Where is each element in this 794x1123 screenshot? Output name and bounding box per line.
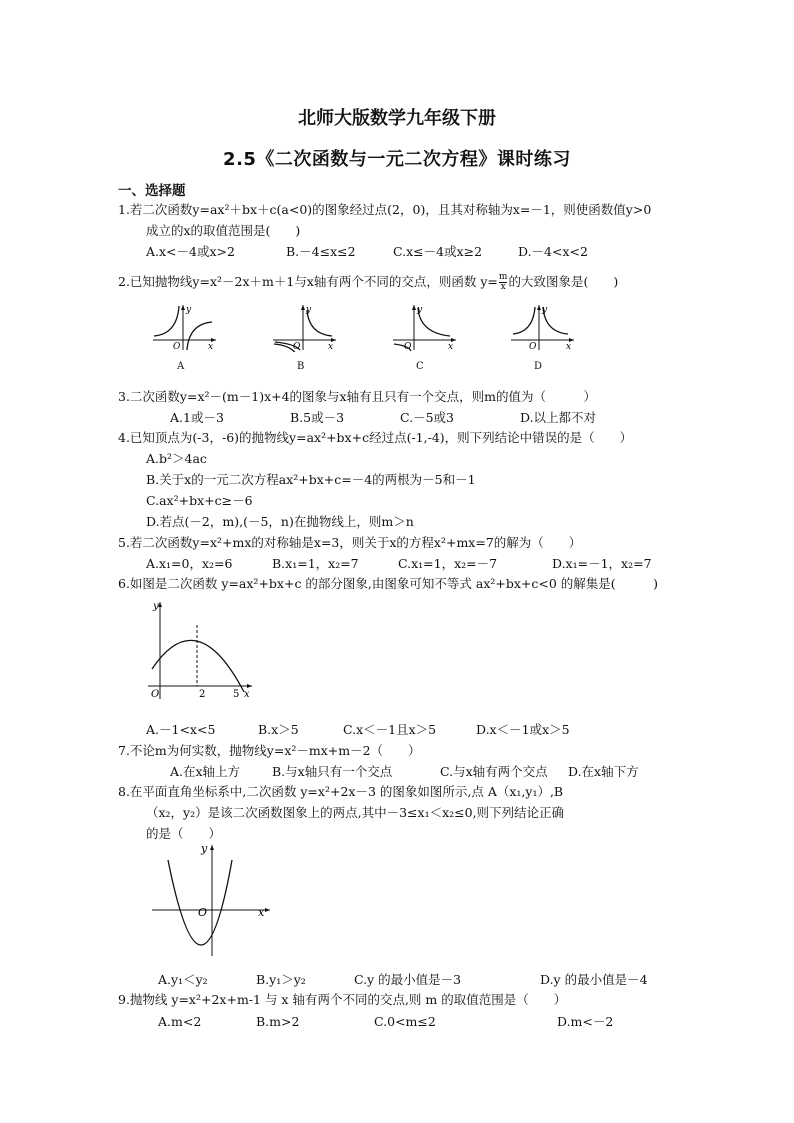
- q9-option-c: C.0<m≤2: [374, 1014, 436, 1029]
- q9-option-b: B.m>2: [256, 1014, 300, 1029]
- q7-option-b: B.与x轴只有一个交点: [272, 764, 393, 779]
- q8-x-label: x: [258, 906, 265, 919]
- q7-stem: 7.不论m为何实数，抛物线y=x²－mx+m－2（ ）: [118, 743, 421, 758]
- q3-option-b: B.5或－3: [290, 410, 345, 425]
- q2b-x-label: x: [328, 342, 334, 352]
- page-subtitle: 2.5《二次函数与一元二次方程》课时练习: [223, 149, 571, 170]
- q6-y-label: y: [153, 601, 159, 612]
- q2-stem: [118, 273, 618, 292]
- q1-stem-cont: 成立的x的取值范围是( ): [146, 223, 301, 238]
- q2b-y-label: y: [306, 305, 312, 315]
- q4-stem: 4.已知顶点为(-3，-6)的抛物线y=ax²+bx+c经过点(-1,-4)，则下列结论中错误的是（ ）: [118, 430, 633, 445]
- section-heading: 一、选择题: [118, 183, 186, 199]
- q2-frac-num: m: [498, 272, 508, 282]
- q8-stem: 8.在平面直角坐标系中,二次函数 y=x²+2x－3 的图象如图所示,点 A（x₁,y₁）,B: [118, 784, 564, 799]
- q8-graph: [148, 840, 274, 960]
- q9-stem: 9.抛物线 y=x²+2x+m-1 与 x 轴有两个不同的交点,则 m 的取值范围是（ ）: [118, 992, 567, 1007]
- q7-option-d: D.在x轴下方: [568, 764, 639, 779]
- q6-x-label: x: [244, 689, 250, 700]
- q5-option-a: A.x₁=0，x₂=6: [146, 556, 233, 571]
- q2c-x-label: x: [448, 342, 454, 352]
- q2-label-a: A: [177, 361, 185, 372]
- q2-graph-d: [508, 302, 578, 352]
- q6-tick-2: 2: [199, 689, 206, 700]
- q1-stem: 1.若二次函数y=ax²＋bx＋c(a<0)的图象经过点(2，0)，且其对称轴为x=－1，则使函数值y>0: [118, 202, 652, 217]
- q8-option-d: D.y 的最小值是－4: [540, 972, 648, 987]
- q5-option-d: D.x₁=－1，x₂=7: [552, 556, 652, 571]
- q2-frac-den: x: [500, 282, 506, 292]
- q2-label-c: C: [416, 361, 424, 372]
- q8-option-b: B.y₁＞y₂: [256, 972, 306, 987]
- q5-stem: 5.若二次函数y=x²+mx的对称轴是x=3，则关于x的方程x²+mx=7的解为（ ）: [118, 535, 582, 550]
- q3-option-a: A.1或－3: [170, 410, 224, 425]
- q8-y-label: y: [201, 842, 208, 855]
- q2d-y-label: y: [542, 305, 548, 315]
- q8-option-a: A.y₁＜y₂: [158, 972, 208, 987]
- q8-stem-cont: （x₂，y₂）是该二次函数图象上的两点,其中－3≤x₁＜x₂≤0,则下列结论正确: [146, 805, 565, 820]
- q1-option-c: C.x≤－4或x≥2: [393, 244, 483, 259]
- q5-option-c: C.x₁=1，x₂=－7: [398, 556, 498, 571]
- q6-option-d: D.x＜－1或x＞5: [476, 722, 570, 737]
- q8-origin: O: [198, 906, 208, 919]
- q6-origin: O: [151, 689, 160, 700]
- q1-option-d: D.－4<x<2: [518, 244, 588, 259]
- q4-option-a: A.b²＞4ac: [146, 451, 207, 466]
- q4-option-d: D.若点(－2，m),(－5，n)在抛物线上，则m＞n: [146, 514, 414, 529]
- q8-stem-end: 的是（ ）: [146, 826, 222, 841]
- q7-option-a: A.在x轴上方: [170, 764, 241, 779]
- q1-option-b: B.－4≤x≤2: [286, 244, 356, 259]
- q2-stem-post: 的大致图象是( ): [508, 274, 619, 289]
- q2-graph-c: [390, 302, 460, 352]
- q8-option-c: C.y 的最小值是－3: [354, 972, 462, 987]
- q4-option-c: C.ax²+bx+c≥－6: [146, 493, 253, 508]
- q2a-origin: O: [173, 342, 181, 352]
- q9-option-a: A.m<2: [158, 1014, 202, 1029]
- q2c-y-label: y: [417, 305, 423, 315]
- q1-option-a: A.x<－4或x>2: [146, 244, 235, 259]
- q2-label-b: B: [297, 361, 305, 372]
- q3-stem: 3.二次函数y=x²－(m－1)x+4的图象与x轴有且只有一个交点，则m的值为（ ）: [118, 389, 596, 404]
- q9-option-d: D.m<－2: [557, 1014, 614, 1029]
- q6-graph: [140, 597, 260, 703]
- q2a-x-label: x: [208, 342, 214, 352]
- q6-option-b: B.x＞5: [258, 722, 299, 737]
- q2b-origin: O: [293, 342, 301, 352]
- q2-graph-b: [270, 302, 340, 352]
- q4-option-b: B.关于x的一元二次方程ax²+bx+c=－4的两根为－5和－1: [146, 472, 476, 487]
- q3-option-c: C.－5或3: [400, 410, 454, 425]
- q7-option-c: C.与x轴有两个交点: [440, 764, 548, 779]
- q6-stem: 6.如图是二次函数 y=ax²+bx+c 的部分图象,由图象可知不等式 ax²+bx+c<0 的解集是( ): [118, 576, 659, 591]
- q2d-x-label: x: [566, 342, 572, 352]
- q3-option-d: D.以上都不对: [520, 410, 597, 425]
- q2-graph-a: [150, 302, 220, 352]
- q2a-y-label: y: [186, 305, 192, 315]
- q2-fraction: [499, 273, 508, 292]
- page-title: 北师大版数学九年级下册: [298, 108, 496, 129]
- q6-option-c: C.x＜－1且x＞5: [343, 722, 437, 737]
- q2-label-d: D: [534, 361, 543, 372]
- q5-option-b: B.x₁=1，x₂=7: [272, 556, 359, 571]
- q2d-origin: O: [529, 342, 537, 352]
- q2c-origin: O: [404, 342, 412, 352]
- q6-option-a: A.－1<x<5: [146, 722, 216, 737]
- q6-tick-5: 5: [233, 689, 240, 700]
- q2-stem-pre: 2.已知抛物线y=x²－2x＋m＋1与x轴有两个不同的交点，则函数 y=: [118, 274, 498, 289]
